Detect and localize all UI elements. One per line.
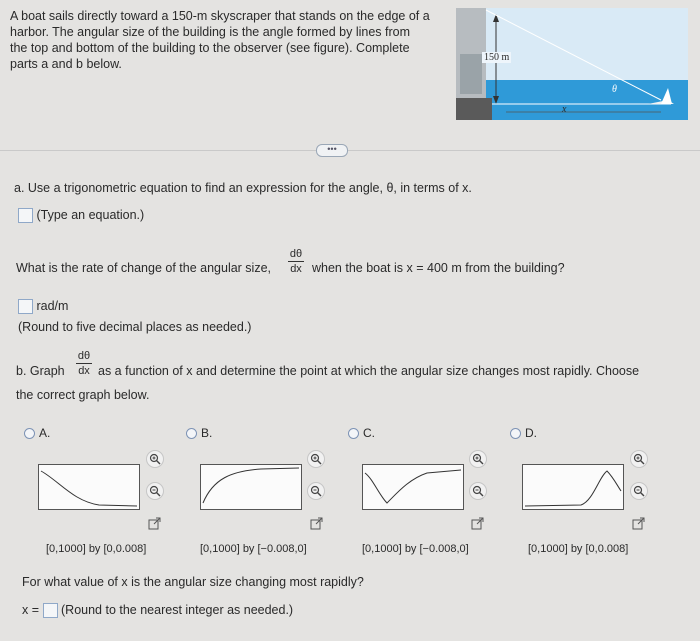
option-d-graph [522,464,624,510]
zoom-in-icon[interactable] [630,450,648,468]
graph-question-start: b. Graph [16,364,65,378]
intro-line: the top and bottom of the building to the observer (see figure). Complete [10,41,410,55]
equation-answer-row [18,207,144,223]
intro-line: A boat sails directly toward a 150-m skyscraper that stands on the edge of a [10,9,430,23]
fraction-numerator: dθ [77,350,91,362]
expand-more-button[interactable]: ••• [316,144,348,157]
equation-input[interactable] [18,208,33,223]
rate-fraction [288,248,304,275]
option-b-label: B. [201,426,213,440]
rate-question-end: when the boat is x = 400 m from the building? [312,261,565,275]
option-a-caption: [0,1000] by [0,0.008] [46,543,147,555]
zoom-in-icon[interactable] [146,450,164,468]
option-a-graph [38,464,140,510]
rate-input[interactable] [18,299,33,314]
expand-graph-icon[interactable] [471,517,485,531]
height-label: 150 m [484,52,510,63]
graph-question-end: as a function of x and determine the point at which the angular size changes most rapidly. Choose [98,364,640,378]
section-divider [0,150,700,151]
zoom-out-icon[interactable] [630,482,648,500]
rate-unit: rad/m [36,299,69,313]
zoom-in-icon[interactable] [469,450,487,468]
expand-graph-icon[interactable] [310,517,324,531]
option-d-label: D. [525,426,537,440]
intro-line: harbor. The angular size of the building is the angle formed by lines from [10,25,410,39]
option-d-curve [523,465,623,509]
x-value-input[interactable] [43,603,58,618]
final-hint: (Round to the nearest integer as needed.) [61,603,294,617]
graph-question-line2: the correct graph below. [16,388,150,402]
zoom-out-icon[interactable] [469,482,487,500]
building-figure[interactable] [456,8,688,120]
option-c[interactable] [348,426,375,440]
intro-line: parts a and b below. [10,57,122,71]
fraction-bar [76,363,92,364]
option-d-caption: [0,1000] by [0,0.008] [528,543,629,555]
option-c-curve [363,465,463,509]
theta-label: θ [612,84,617,95]
figure-drawing [456,8,688,120]
graph-fraction [76,350,92,377]
option-a[interactable] [24,426,50,440]
fraction-numerator: dθ [289,248,303,260]
final-question: For what value of x is the angular size changing most rapidly? [22,575,364,589]
problem-intro [10,8,430,72]
fraction-denominator: dx [78,365,90,377]
x-label: x [562,104,567,115]
option-b-graph [200,464,302,510]
option-d-radio[interactable] [510,428,521,439]
rate-question-start: What is the rate of change of the angular size, [16,261,272,275]
x-prefix: x = [22,603,40,617]
part-a-question: a. Use a trigonometric equation to find an expression for the angle, θ, in terms of x. [14,181,472,195]
zoom-out-icon[interactable] [146,482,164,500]
equation-hint: (Type an equation.) [36,208,145,222]
option-b-curve [201,465,301,509]
rate-rounding-hint: (Round to five decimal places as needed.) [18,320,252,334]
expand-graph-icon[interactable] [632,517,646,531]
rate-answer-row [18,298,68,314]
expand-graph-icon[interactable] [148,517,162,531]
fraction-denominator: dx [290,263,302,275]
option-c-caption: [0,1000] by [−0.008,0] [362,543,469,555]
option-a-label: A. [39,426,51,440]
zoom-out-icon[interactable] [307,482,325,500]
zoom-in-icon[interactable] [307,450,325,468]
option-b[interactable] [186,426,212,440]
option-b-radio[interactable] [186,428,197,439]
final-answer-row [22,602,293,618]
option-d[interactable] [510,426,537,440]
option-a-curve [39,465,139,509]
option-c-graph [362,464,464,510]
option-a-radio[interactable] [24,428,35,439]
option-c-label: C. [363,426,375,440]
fraction-bar [288,261,304,262]
option-c-radio[interactable] [348,428,359,439]
option-b-caption: [0,1000] by [−0.008,0] [200,543,307,555]
